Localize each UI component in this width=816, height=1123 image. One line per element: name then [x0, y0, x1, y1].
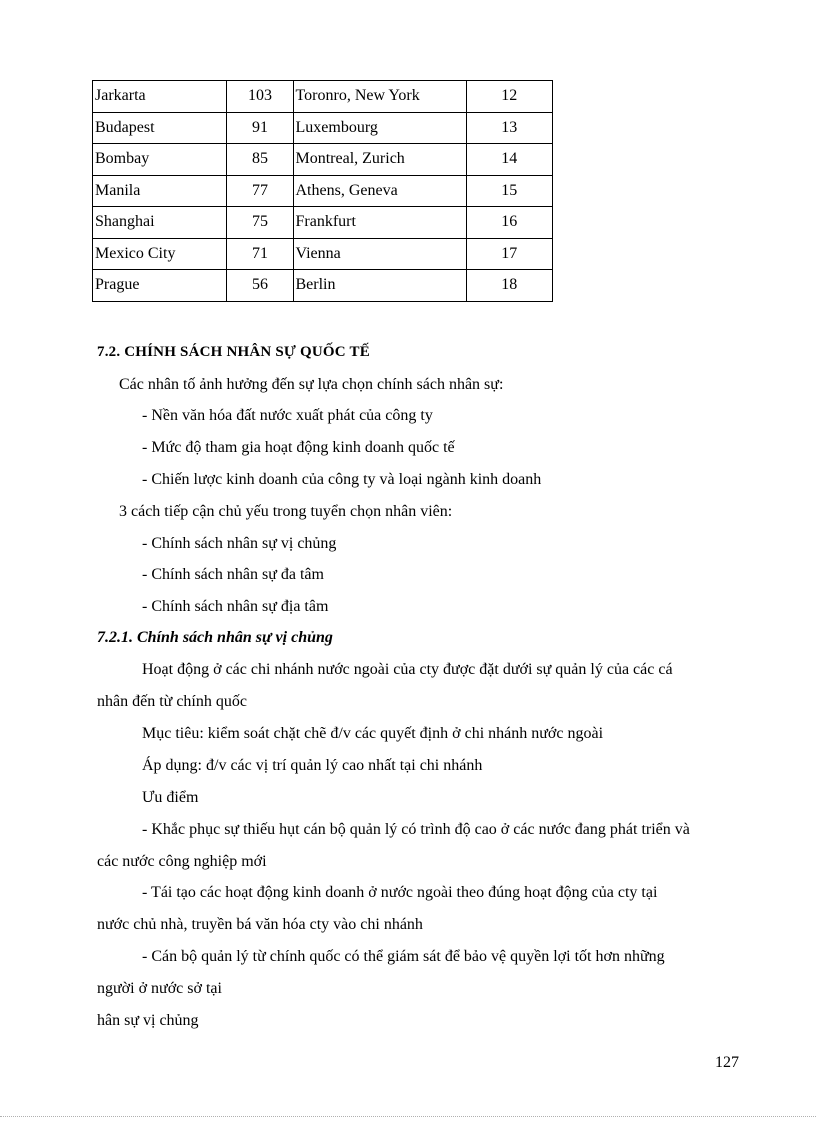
paragraph-line: Hoạt động ở các chi nhánh nước ngoài của cty được đặt dưới sự quản lý của các cá — [142, 661, 673, 678]
table-row — [93, 207, 553, 239]
table-row — [93, 270, 553, 302]
advantage-line: các nước công nghiệp mới — [97, 853, 267, 870]
paragraph-line: nhân đến từ chính quốc — [97, 693, 247, 710]
rank-value-cell: 18 — [466, 270, 553, 302]
city-name-cell: Toronro, New York — [293, 81, 466, 113]
intro-factors: Các nhân tố ảnh hưởng đến sự lựa chọn chính sách nhân sự: — [119, 376, 504, 393]
table-row — [93, 144, 553, 176]
factor-item: - Mức độ tham gia hoạt động kinh doanh quốc tế — [142, 439, 455, 456]
objective-line: Mục tiêu: kiểm soát chặt chẽ đ/v các quyết định ở chi nhánh nước ngoài — [142, 725, 604, 742]
rank-value-cell: 12 — [466, 81, 553, 113]
rank-value-cell: 77 — [227, 175, 293, 207]
city-name-cell: Prague — [93, 270, 227, 302]
factor-item: - Chiến lược kinh doanh của công ty và loại ngành kinh doanh — [142, 471, 542, 488]
page-number: 127 — [715, 1054, 739, 1071]
city-ranking-table — [92, 80, 553, 302]
page-bottom-rule — [0, 1116, 816, 1117]
table-row — [93, 175, 553, 207]
city-name-cell: Luxembourg — [293, 112, 466, 144]
city-name-cell: Shanghai — [93, 207, 227, 239]
section-heading: 7.2. CHÍNH SÁCH NHÂN SỰ QUỐC TẾ — [97, 344, 370, 360]
rank-value-cell: 16 — [466, 207, 553, 239]
advantage-line: - Khắc phục sự thiếu hụt cán bộ quản lý có trình độ cao ở các nước đang phát triển và — [142, 821, 690, 838]
advantage-line: nước chủ nhà, truyền bá văn hóa cty vào chi nhánh — [97, 916, 423, 933]
city-name-cell: Montreal, Zurich — [293, 144, 466, 176]
table-row — [93, 81, 553, 113]
trailing-text: hân sự vị chủng — [97, 1012, 199, 1029]
table-row — [93, 238, 553, 270]
table-row — [93, 112, 553, 144]
approach-item: - Chính sách nhân sự vị chủng — [142, 535, 337, 552]
approach-item: - Chính sách nhân sự đa tâm — [142, 566, 324, 583]
approach-item: - Chính sách nhân sự địa tâm — [142, 598, 329, 615]
rank-value-cell: 103 — [227, 81, 293, 113]
rank-value-cell: 71 — [227, 238, 293, 270]
rank-value-cell: 85 — [227, 144, 293, 176]
rank-value-cell: 75 — [227, 207, 293, 239]
rank-value-cell: 56 — [227, 270, 293, 302]
rank-value-cell: 17 — [466, 238, 553, 270]
city-name-cell: Vienna — [293, 238, 466, 270]
advantage-line: người ở nước sở tại — [97, 980, 222, 997]
rank-value-cell: 15 — [466, 175, 553, 207]
rank-value-cell: 14 — [466, 144, 553, 176]
city-name-cell: Frankfurt — [293, 207, 466, 239]
factor-item: - Nền văn hóa đất nước xuất phát của công ty — [142, 407, 433, 424]
intro-approaches: 3 cách tiếp cận chủ yếu trong tuyển chọn nhân viên: — [119, 503, 453, 520]
city-name-cell: Bombay — [93, 144, 227, 176]
rank-value-cell: 91 — [227, 112, 293, 144]
advantages-label: Ưu điểm — [142, 789, 199, 806]
city-name-cell: Berlin — [293, 270, 466, 302]
application-line: Áp dụng: đ/v các vị trí quản lý cao nhất tại chi nhánh — [142, 757, 483, 774]
city-name-cell: Budapest — [93, 112, 227, 144]
city-name-cell: Manila — [93, 175, 227, 207]
rank-value-cell: 13 — [466, 112, 553, 144]
table-body — [93, 81, 553, 302]
advantage-line: - Cán bộ quản lý từ chính quốc có thể giám sát để bảo vệ quyền lợi tốt hơn những — [142, 948, 665, 965]
city-name-cell: Mexico City — [93, 238, 227, 270]
city-name-cell: Athens, Geneva — [293, 175, 466, 207]
advantage-line: - Tái tạo các hoạt động kinh doanh ở nước ngoài theo đúng hoạt động của cty tại — [142, 884, 658, 901]
subsection-heading: 7.2.1. Chính sách nhân sự vị chủng — [97, 629, 333, 646]
city-name-cell: Jarkarta — [93, 81, 227, 113]
